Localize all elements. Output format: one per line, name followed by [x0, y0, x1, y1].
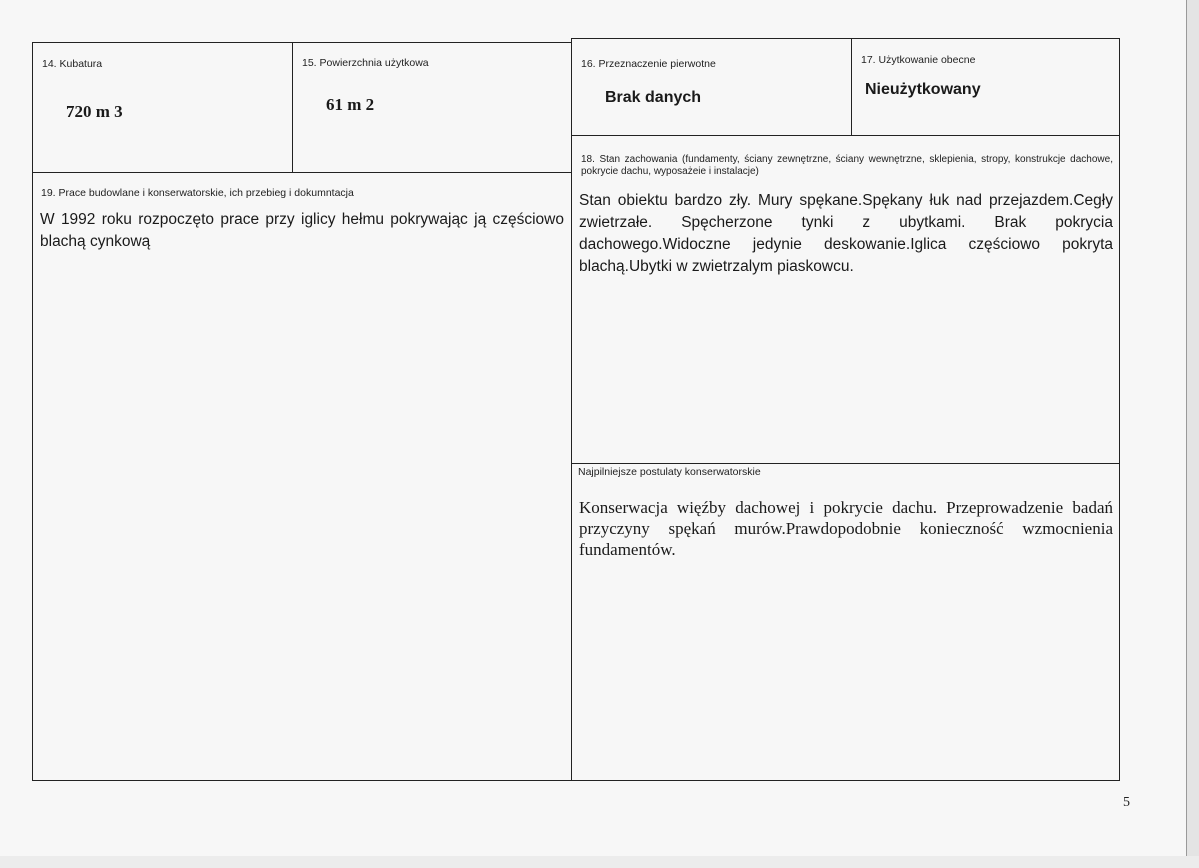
stan-label: 18. Stan zachowania (fundamenty, ściany zewnętrzne, ściany wewnętrzne, sklepienia, stropy, konstrukcje dachowe, pokrycie dachu, wyposażeie i instalacje) — [581, 154, 1113, 177]
prace-value: W 1992 roku rozpoczęto prace przy iglicy hełmu pokrywając ją częściowo blachą cynkową — [40, 211, 564, 250]
prace-label: 19. Prace budowlane i konserwatorskie, ich przebieg i dokumntacja — [41, 187, 354, 199]
kubatura-label: 14. Kubatura — [42, 58, 103, 70]
powierzchnia-label: 15. Powierzchnia użytkowa — [302, 57, 429, 69]
uzytkowanie-label: 17. Użytkowanie obecne — [861, 54, 976, 66]
powierzchnia-value: 61 m 2 — [326, 95, 375, 114]
postulaty-label: Najpilniejsze postulaty konserwatorskie — [578, 466, 761, 478]
kubatura-value: 720 m 3 — [66, 102, 123, 121]
uzytkowanie-value: Nieużytkowany — [865, 81, 981, 98]
page-number: 5 — [1123, 795, 1130, 810]
postulaty-value: Konserwacja więźby dachowej i pokrycie dachu. Przeprowadzenie badań przyczyny spękań murów.Prawdopodobnie konieczność wzmocnienia fundamentów. — [579, 498, 1113, 559]
page-edge-right — [1186, 0, 1199, 868]
przeznaczenie-label: 16. Przeznaczenie pierwotne — [581, 58, 716, 70]
stan-value: Stan obiektu bardzo zły. Mury spękane.Spękany łuk nad przejazdem.Cegły zwietrzałe. Spęcherzone tynki z ubytkami. Brak pokrycia dachowego.Widoczne jedynie deskowanie.Iglica częściowo pokryta blachą.Ubytki w zwietrzalym piaskowcu. — [579, 192, 1113, 275]
przeznaczenie-value: Brak danych — [605, 89, 702, 106]
page-edge-bottom — [0, 856, 1199, 868]
